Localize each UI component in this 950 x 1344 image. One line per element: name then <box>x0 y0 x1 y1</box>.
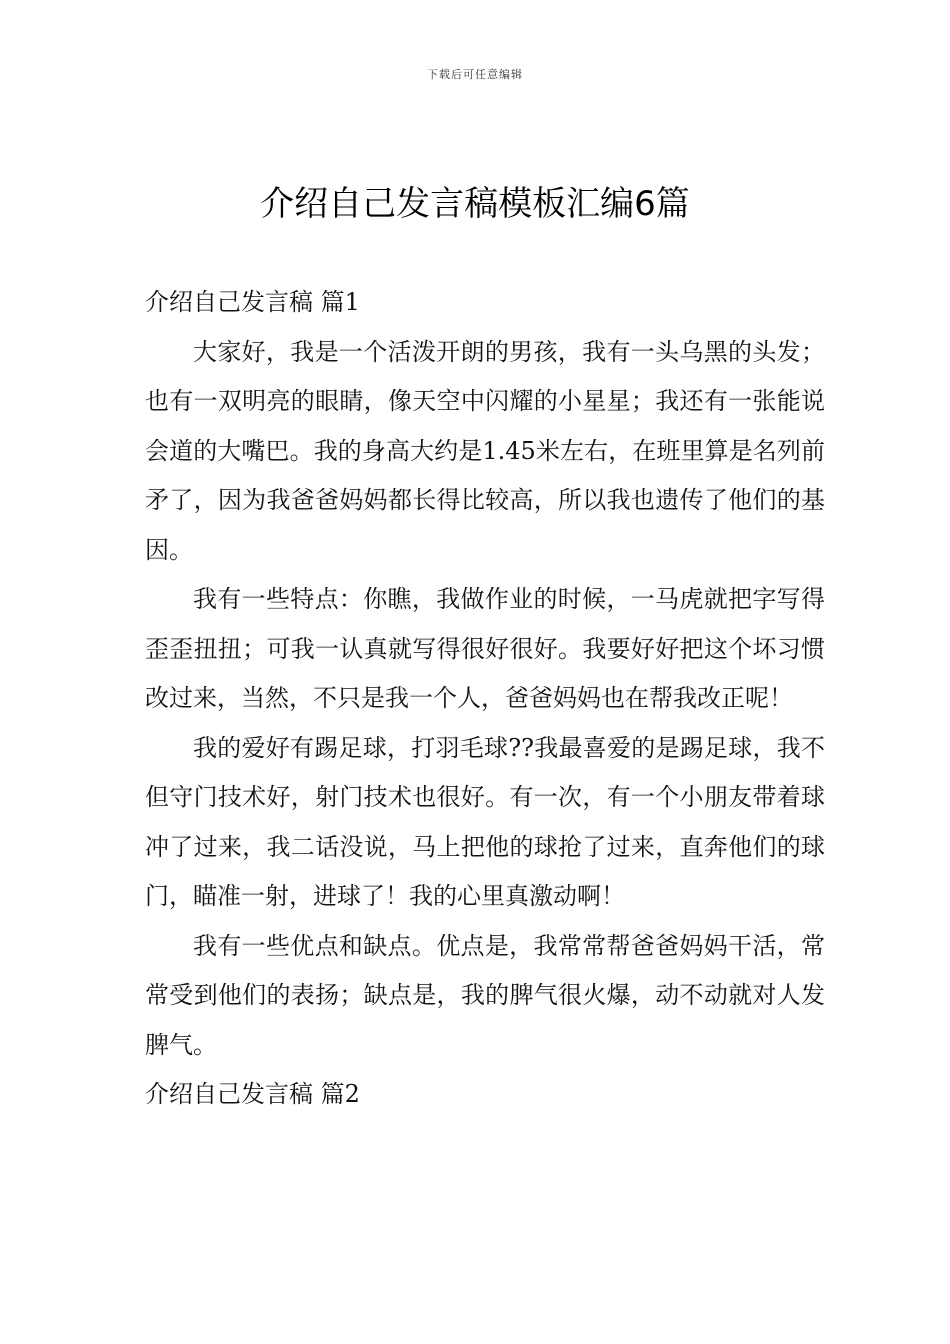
section-heading-1: 介绍自己发言稿 篇1 <box>145 288 360 316</box>
paragraph-1-2: 我有一些特点：你瞧，我做作业的时候，一马虎就把字写得歪歪扭扭；可我一认真就写得很好很好。我要好好把这个坏习惯改过来，当然，不只是我一个人，爸爸妈妈也在帮我改正呢！ <box>145 585 825 712</box>
document-body <box>145 278 825 1120</box>
paragraph-1-1: 大家好，我是一个活泼开朗的男孩，我有一头乌黑的头发；也有一双明亮的眼睛，像天空中闪耀的小星星；我还有一张能说会道的大嘴巴。我的身高大约是1.45米左右，在班里算是名列前矛了，因为我爸爸妈妈都长得比较高，所以我也遗传了他们的基因。 <box>145 337 825 564</box>
document-title: 介绍自己发言稿模板汇编6篇 <box>260 184 690 224</box>
header-note: 下载后可任意编辑 <box>427 68 523 81</box>
paragraph-1-3: 我的爱好有踢足球，打羽毛球??我最喜爱的是踢足球，我不但守门技术好，射门技术也很好。有一次，有一个小朋友带着球冲了过来，我二话没说，马上把他的球抢了过来，直奔他们的球门，瞄准一射，进球了！我的心里真激动啊！ <box>145 733 825 910</box>
paragraph-1-4: 我有一些优点和缺点。优点是，我常常帮爸爸妈妈干活，常常受到他们的表扬；缺点是，我的脾气很火爆，动不动就对人发脾气。 <box>145 931 825 1059</box>
section-heading-2: 介绍自己发言稿 篇2 <box>145 1080 360 1108</box>
